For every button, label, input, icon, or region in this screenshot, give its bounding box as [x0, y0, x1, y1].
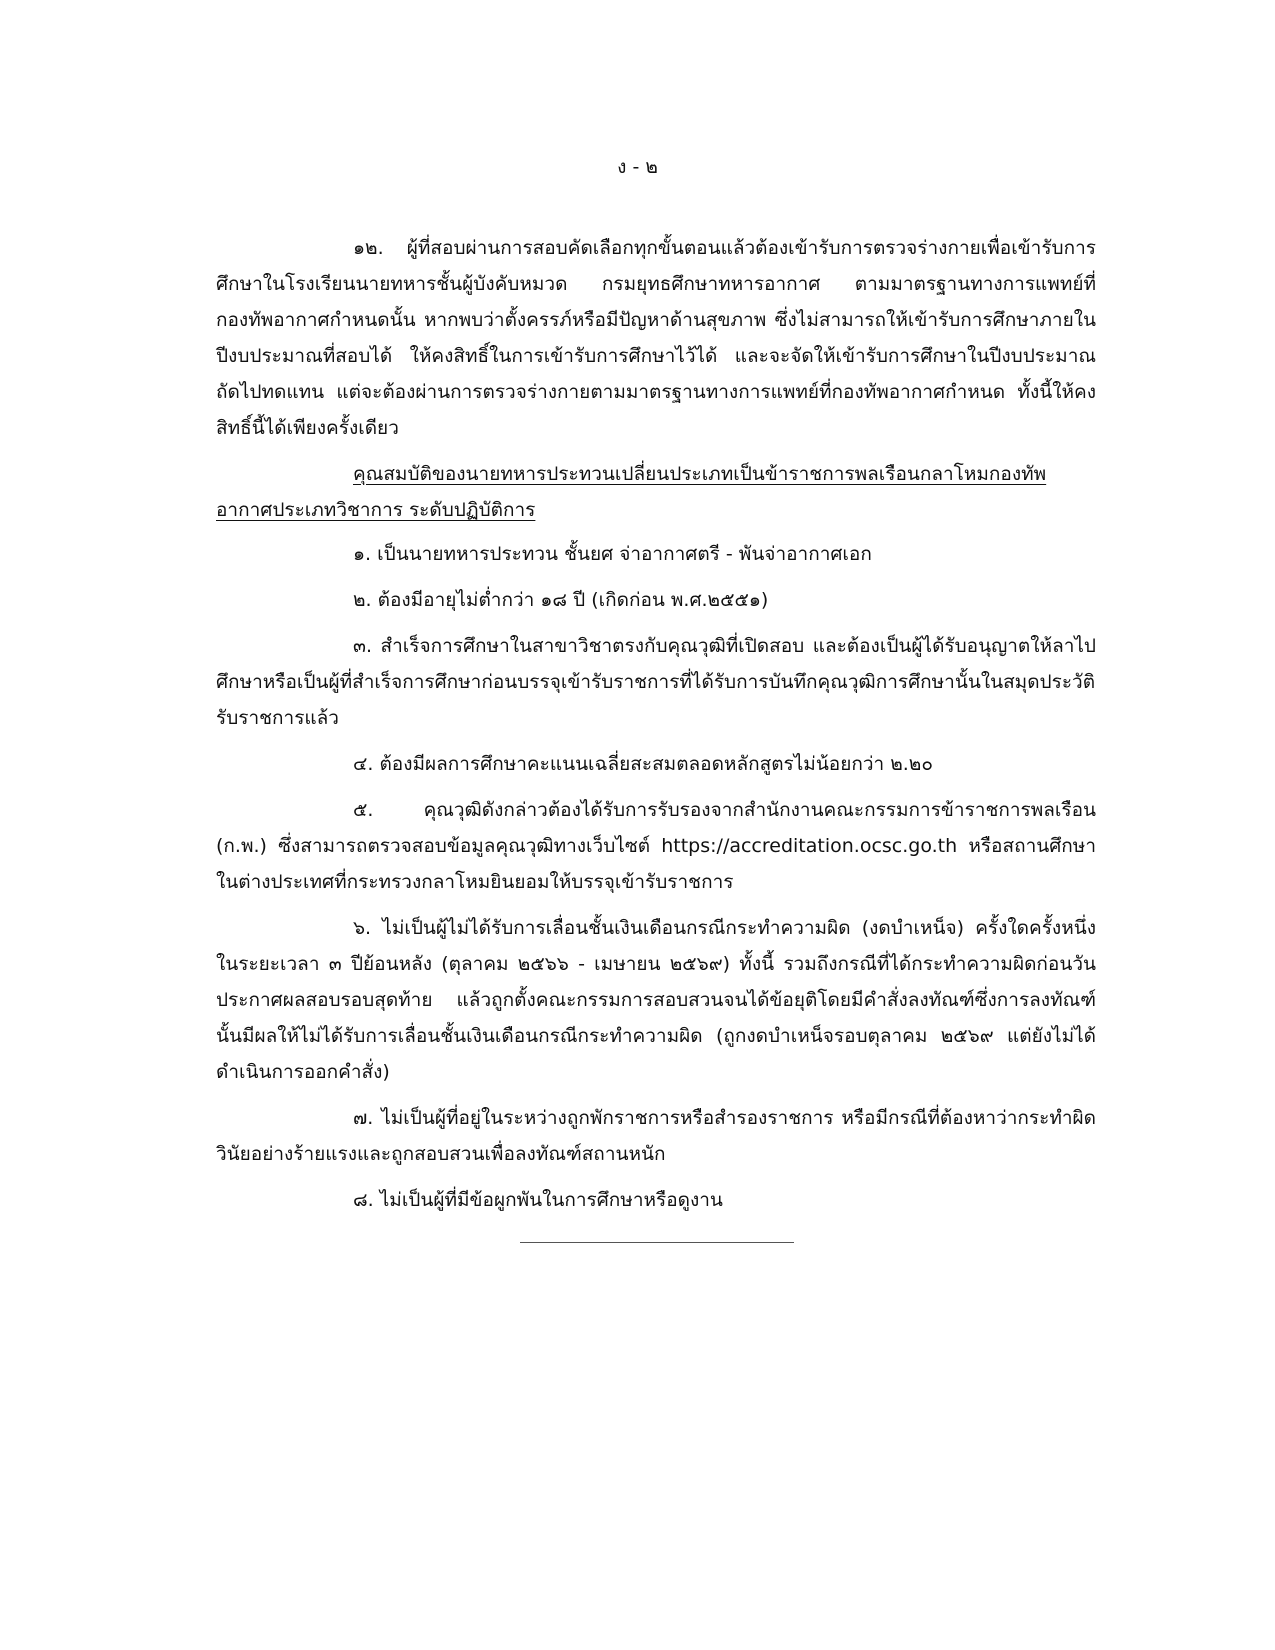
list-item-6: ๖. ไม่เป็นผู้ไม่ได้รับการเลื่อนชั้นเงินเดือนกรณีกระทำความผิด (งดบำเหน็จ) ครั้งใดครั้งหนึ่งในระยะเวลา ๓ ปีย้อนหลัง (ตุลาคม ๒๕๖๖ - เมษายน ๒๕๖๙) ทั้งนี้ รวมถึงกรณีที่ได้กระทำความผิดก่อนวันประกาศผลสอบรอบสุดท้าย แล้วถูกตั้งคณะกรรมการสอบสวนจนได้ข้อยุติโดยมีคำสั่งลงทัณฑ์ซึ่งการลงทัณฑ์นั้นมีผลให้ไม่ได้รับการเลื่อนชั้นเงินเดือนกรณีกระทำความผิด (ถูกงดบำเหน็จรอบตุลาคม ๒๕๖๙ แต่ยังไม่ได้ดำเนินการออกคำสั่ง) [216, 917, 1096, 1083]
paragraph-12: ๑๒. ผู้ที่สอบผ่านการสอบคัดเลือกทุกขั้นตอนแล้วต้องเข้ารับการตรวจร่างกายเพื่อเข้ารับการศึกษาในโรงเรียนนายทหารชั้นผู้บังคับหมวด กรมยุทธศึกษาทหารอากาศ ตามมาตรฐานทางการแพทย์ที่กองทัพอากาศกำหนดนั้น หากพบว่าตั้งครรภ์หรือมีปัญหาด้านสุขภาพ ซึ่งไม่สามารถให้เข้ารับการศึกษาภายในปีงบประมาณที่สอบได้ ให้คงสิทธิ์ในการเข้ารับการศึกษาไว้ได้ และจะจัดให้เข้ารับการศึกษาในปีงบประมาณถัดไปทดแทน แต่จะต้องผ่านการตรวจร่างกายตามมาตรฐานทางการแพทย์ที่กองทัพอากาศกำหนด ทั้งนี้ให้คงสิทธิ์นี้ได้เพียงครั้งเดียว [216, 237, 1096, 439]
list-item-2: ๒. ต้องมีอายุไม่ต่ำกว่า ๑๘ ปี (เกิดก่อน พ.ศ.๒๕๕๑) [353, 589, 769, 611]
document-body [216, 230, 1096, 1228]
end-of-section-divider [520, 1242, 794, 1243]
list-item-8: ๘. ไม่เป็นผู้ที่มีข้อผูกพันในการศึกษาหรือดูงาน [353, 1189, 723, 1211]
list-item-7: ๗. ไม่เป็นผู้ที่อยู่ในระหว่างถูกพักราชการหรือสำรองราชการ หรือมีกรณีที่ต้องหาว่ากระทำผิดวินัยอย่างร้ายแรงและถูกสอบสวนเพื่อลงทัณฑ์สถานหนัก [216, 1107, 1096, 1165]
page-number: ง - ๒ [617, 156, 658, 178]
section-heading: คุณสมบัติของนายทหารประทวนเปลี่ยนประเภทเป็นข้าราชการพลเรือนกลาโหมกองทัพอากาศประเภทวิชาการ ระดับปฏิบัติการ [216, 463, 1047, 521]
list-item-1: ๑. เป็นนายทหารประทวน ชั้นยศ จ่าอากาศตรี - พันจ่าอากาศเอก [353, 543, 872, 565]
list-item-5: ๕. คุณวุฒิดังกล่าวต้องได้รับการรับรองจากสำนักงานคณะกรรมการข้าราชการพลเรือน (ก.พ.) ซึ่งสามารถตรวจสอบข้อมูลคุณวุฒิทางเว็บไซต์ https://accreditation.ocsc.go.th หรือสถานศึกษาในต่างประเทศที่กระทรวงกลาโหมยินยอมให้บรรจุเข้ารับราชการ [216, 799, 1096, 893]
list-item-4: ๔. ต้องมีผลการศึกษาคะแนนเฉลี่ยสะสมตลอดหลักสูตรไม่น้อยกว่า ๒.๒๐ [353, 753, 933, 775]
list-item-3: ๓. สำเร็จการศึกษาในสาขาวิชาตรงกับคุณวุฒิที่เปิดสอบ และต้องเป็นผู้ได้รับอนุญาตให้ลาไปศึกษาหรือเป็นผู้ที่สำเร็จการศึกษาก่อนบรรจุเข้ารับราชการที่ได้รับการบันทึกคุณวุฒิการศึกษานั้นในสมุดประวัติรับราชการแล้ว [216, 635, 1096, 729]
